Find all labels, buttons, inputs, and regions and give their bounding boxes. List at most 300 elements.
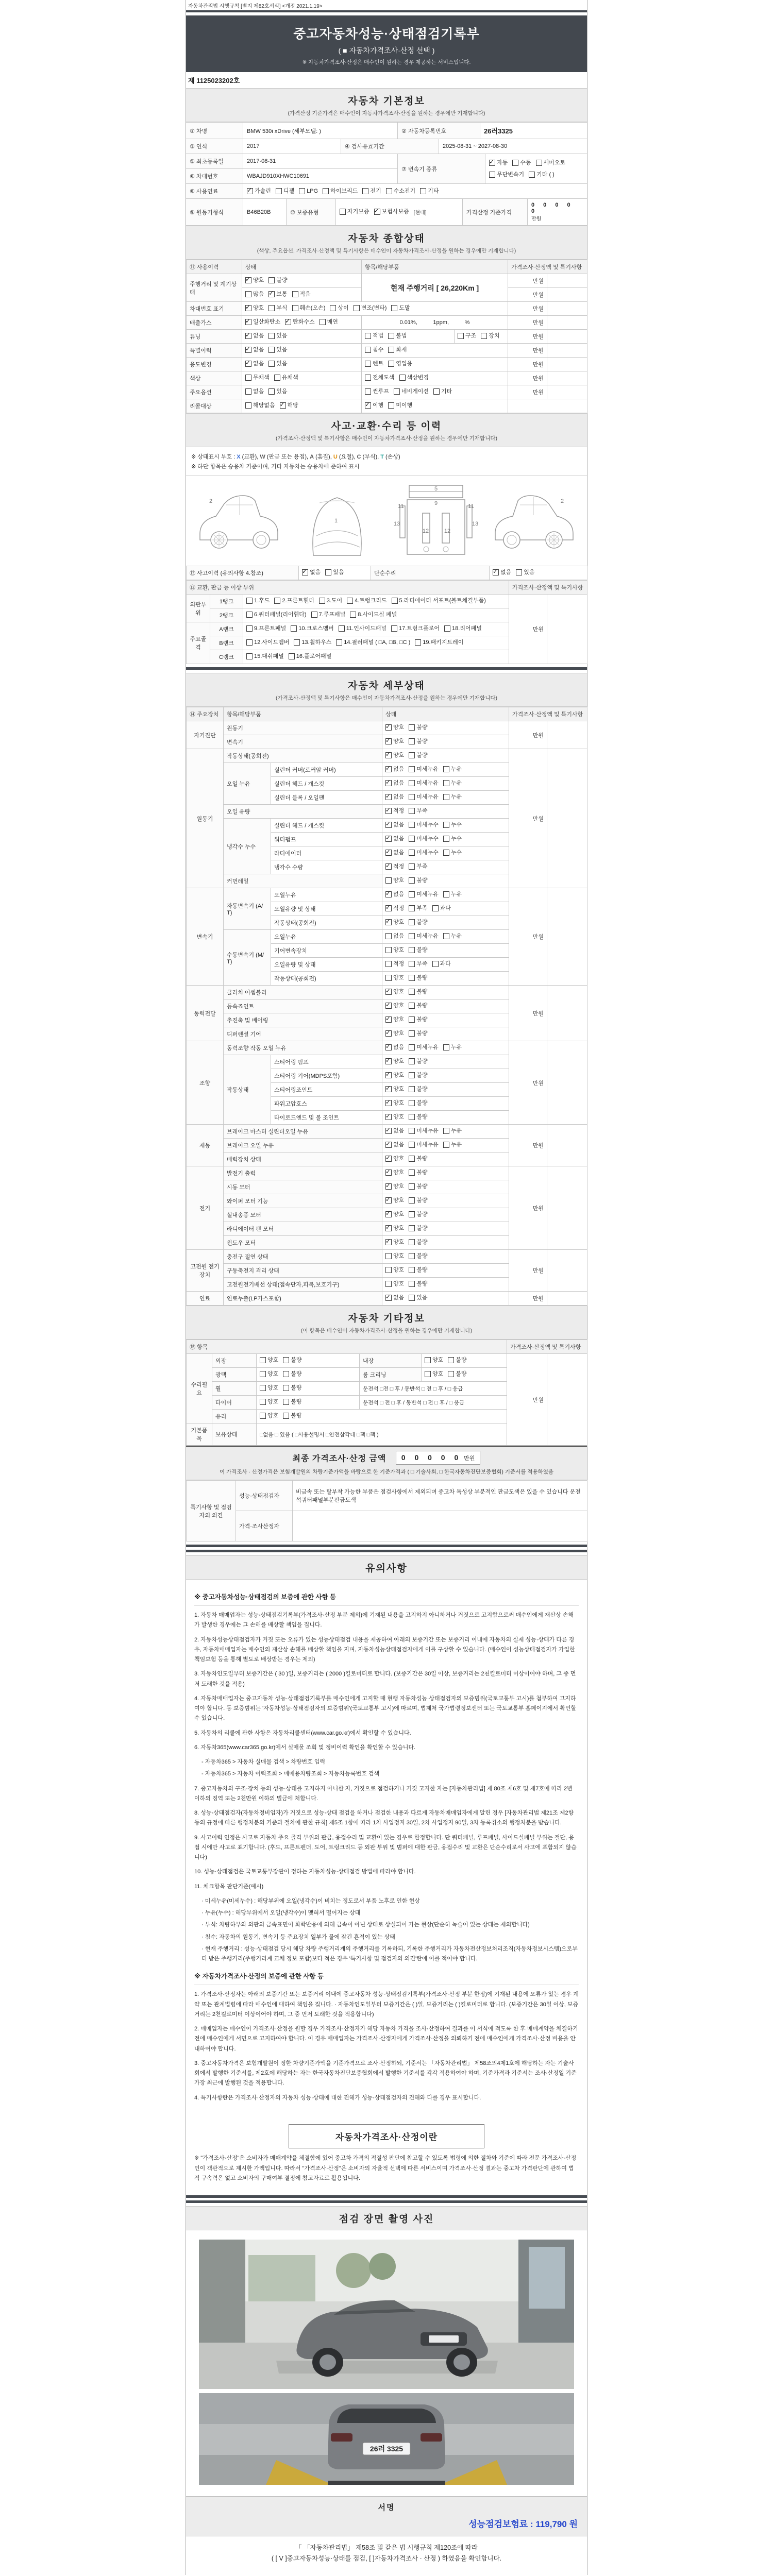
table-cell: 자동변속기 (A/T)	[224, 888, 271, 930]
checkbox-group-cell	[382, 777, 509, 791]
checkbox-icon	[292, 305, 298, 311]
checkbox-unchecked	[323, 188, 358, 195]
table-cell: 가격조사·산정액 및 특기사항	[509, 707, 587, 721]
table-cell: 연료누출(LP가스포함)	[224, 1292, 382, 1306]
checkbox-icon	[385, 933, 392, 939]
checkbox-unchecked	[409, 724, 427, 731]
table-cell: 동력전달	[187, 986, 224, 1041]
checkbox-label: 11.인사이드패널	[346, 625, 386, 632]
checkbox-group-cell	[243, 622, 509, 636]
table-cell: 만원	[508, 330, 547, 344]
checkbox-icon	[365, 388, 371, 395]
table-cell: 동력조향 작동 오일 누유	[224, 1041, 382, 1055]
table-cell: 만원	[509, 1125, 547, 1166]
checkbox-label: 양호	[267, 1413, 279, 1419]
checkbox-group-cell	[382, 972, 509, 986]
checkbox-unchecked	[458, 332, 476, 340]
checkbox-icon	[409, 752, 415, 758]
checkbox-unchecked	[246, 653, 284, 660]
checkbox-checked	[385, 1169, 404, 1176]
checkbox-icon	[245, 277, 251, 283]
checkbox-unchecked	[385, 974, 404, 981]
checkbox-group-cell	[242, 371, 362, 385]
checkbox-label: 불량	[416, 975, 428, 981]
checkbox-icon	[385, 877, 392, 884]
checkbox-unchecked	[443, 1127, 462, 1134]
table-cell	[547, 1125, 587, 1166]
first-reg-value: 2017-08-31	[243, 154, 395, 168]
checkbox-icon	[409, 850, 415, 856]
checkbox-unchecked	[409, 1072, 427, 1079]
checkbox-icon	[536, 160, 542, 166]
basic-info-table	[186, 122, 587, 226]
checkbox-label: 불량	[416, 1183, 428, 1190]
checkbox-group-cell	[242, 399, 362, 413]
table-cell: 만원	[509, 1041, 547, 1125]
inspector-opinion-table	[186, 1480, 587, 1541]
checkbox-label: 유채색	[281, 375, 298, 381]
checkbox-unchecked	[409, 1141, 439, 1148]
checkbox-checked	[385, 1197, 404, 1204]
checkbox-unchecked	[283, 1412, 301, 1419]
checkbox-unchecked	[409, 933, 439, 940]
checkbox-icon	[443, 891, 449, 897]
table-cell: 만원	[508, 288, 547, 302]
checkbox-label: 불량	[416, 1225, 428, 1231]
checkbox-group-cell	[490, 566, 587, 580]
section-caution	[186, 1555, 587, 1580]
table-cell: 실린더 커버(로커암 커버)	[271, 763, 382, 777]
checkbox-group-cell	[243, 650, 509, 664]
checkbox-icon	[260, 1413, 266, 1419]
checkbox-label: 양호	[267, 1357, 279, 1363]
checkbox-icon	[409, 1128, 415, 1134]
section-subtitle: (가격산정 기준가격은 매수인이 자동차가격조사·산정을 원하는 경우에만 기재합니다)	[288, 110, 485, 116]
table-cell: 단순수리	[371, 566, 490, 580]
caution-paragraph: · 미세누유(미세누수) : 해당부위에 오일(냉각수)이 비치는 정도로서 부품 노후로 인한 현상	[201, 1897, 420, 1904]
warranty-label: ⑩ 보증유형	[286, 199, 335, 225]
checkbox-label: 양호	[393, 1183, 405, 1190]
checkbox-label: 가솔린	[255, 188, 271, 194]
checkbox-icon	[365, 361, 371, 367]
document-title: 중고자동차성능·상태점검기록부	[293, 27, 480, 41]
checkbox-label: 불량	[416, 738, 428, 744]
checkbox-unchecked	[283, 1357, 301, 1364]
checkbox-label: LPG	[307, 188, 318, 194]
checkbox-label: 불량	[291, 1371, 302, 1377]
table-cell: 커먼레일	[224, 874, 382, 888]
checkbox-group-cell	[382, 1264, 509, 1278]
checkbox-group-cell	[382, 791, 509, 805]
checkbox-checked	[245, 346, 264, 353]
section-title: 자동차 세부상태	[348, 681, 425, 691]
checkbox-label: 미이행	[396, 402, 413, 409]
opinion-author-label: 성능·상태점검자	[236, 1481, 293, 1511]
checkbox-unchecked	[409, 1211, 427, 1218]
table-cell: 만원	[509, 888, 547, 986]
table-cell: 구동축전지 격리 상태	[224, 1264, 382, 1278]
table-cell: 현재 주행거리 [ 26,220Km ]	[362, 274, 508, 302]
checkbox-icon	[385, 738, 392, 744]
checkbox-icon	[443, 780, 449, 786]
status-code-meaning: (부식),	[361, 454, 381, 460]
checkbox-icon	[385, 989, 392, 995]
checkbox-unchecked	[448, 1357, 466, 1364]
checkbox-label: 누유	[450, 1128, 462, 1134]
checkbox-icon	[268, 347, 275, 353]
document-number: 제 1125023202호	[188, 77, 240, 84]
table-cell: 만원	[508, 274, 547, 288]
reg-no-value: 26러3325	[480, 123, 585, 139]
table-cell: C랭크	[210, 650, 243, 664]
checkbox-icon	[289, 653, 295, 659]
signature-band	[186, 2496, 587, 2536]
checkbox-unchecked	[443, 779, 462, 787]
section-detail-status	[186, 673, 587, 707]
checkbox-checked	[302, 569, 321, 576]
car-side-right-diagram	[488, 482, 581, 560]
final-price-unit: 만원	[464, 1455, 475, 1462]
checkbox-unchecked	[260, 1370, 278, 1378]
checkbox-unchecked	[311, 611, 346, 618]
table-cell	[547, 288, 587, 302]
checkbox-unchecked	[260, 1412, 278, 1419]
checkbox-icon	[385, 752, 392, 758]
checkbox-label: 미세누유	[416, 1044, 439, 1050]
section-title: 자동차 기본정보	[348, 96, 425, 107]
checkbox-group-cell	[382, 930, 509, 944]
checkbox-checked	[385, 738, 404, 745]
checkbox-icon	[385, 905, 392, 911]
checkbox-unchecked	[385, 877, 404, 884]
diagram-part-number: 13	[472, 521, 478, 527]
checkbox-icon	[443, 836, 449, 842]
checkbox-label: 불량	[416, 1114, 428, 1120]
checkbox-label: 양호	[393, 1072, 405, 1078]
checkbox-group-cell	[242, 288, 362, 302]
checkbox-unchecked	[268, 360, 287, 367]
checkbox-label: 이행	[373, 402, 384, 409]
checkbox-label: 불량	[456, 1371, 467, 1377]
checkbox-icon	[425, 1357, 431, 1363]
checkbox-label: 양호	[267, 1399, 279, 1405]
checkbox-label: 없음	[500, 569, 512, 575]
checkbox-checked	[385, 1099, 404, 1107]
table-cell: 작동상태(공회전)	[224, 749, 382, 763]
checkbox-icon	[245, 361, 251, 367]
checkbox-icon	[385, 1239, 392, 1245]
checkbox-icon	[443, 850, 449, 856]
checkbox-icon	[392, 598, 398, 604]
checkbox-icon	[385, 1086, 392, 1092]
checkbox-label: 미세누유	[416, 766, 439, 772]
checkbox-label: 없음	[253, 333, 264, 339]
status-code-meaning: (요철),	[337, 454, 357, 460]
detail-status-table	[186, 707, 587, 1306]
checkbox-checked	[385, 863, 404, 870]
checkbox-label: 있음	[524, 569, 535, 575]
checkbox-icon	[365, 347, 371, 353]
table-cell: 가격조사·산정액 및 특기사항	[509, 581, 587, 595]
caution-body	[186, 1580, 587, 2117]
checkbox-label: 불량	[416, 1267, 428, 1273]
checkbox-unchecked	[409, 779, 439, 787]
checkbox-icon	[444, 625, 450, 632]
checkbox-icon	[260, 1371, 266, 1377]
checkbox-icon	[245, 305, 251, 311]
section-title: 자동차 기타정보	[348, 1313, 425, 1324]
checkbox-label: 양호	[393, 1281, 405, 1287]
checkbox-label: 미세누유	[416, 1128, 439, 1134]
checkbox-group-cell	[242, 344, 362, 358]
diagram-part-number: 11	[468, 503, 474, 510]
checkbox-unchecked	[399, 374, 429, 381]
status-code-meaning: (흠집),	[314, 454, 333, 460]
checkbox-group-cell	[243, 608, 509, 622]
checkbox-unchecked	[292, 304, 326, 312]
checkbox-icon	[443, 1044, 449, 1050]
table-cell: 브레이크 마스터 실린더오일 누유	[224, 1125, 382, 1139]
checkbox-unchecked	[339, 625, 386, 632]
checkbox-label: 부식	[276, 305, 288, 311]
section-photos	[186, 2206, 587, 2230]
checkbox-unchecked	[340, 208, 369, 215]
top-rule	[186, 10, 587, 12]
checkbox-checked	[385, 1211, 404, 1218]
damage-rank-table	[186, 580, 587, 664]
table-cell	[547, 595, 587, 664]
warranty-checkboxes	[340, 208, 414, 216]
year-value: 2017	[243, 139, 341, 154]
table-cell: 브레이크 오일 누유	[224, 1139, 382, 1153]
checkbox-group-cell	[242, 358, 362, 371]
checkbox-label: 보험사보증	[381, 208, 409, 215]
caution-paragraph: 1. 가격조사·산정자는 아래의 보증기간 또는 보증거리 이내에 중고자동차 성능·상태점검기록부(가격조사·산정 부분 한정)에 기재된 내용에 오류가 있는 경우 계약 또는 관계법령에 따라 매수인에 대하여 책임을 집니다. · 자동차인도일부터 보증기간은 ( )일, 보증거리는 ( )킬로미터로 합니다. (보증기간은 30일 이상, 보증거리는 2천킬로미터 이상이어야 하며, 그 중 먼저 도래한 것을 적용합니다)	[194, 1991, 579, 2018]
checkbox-label: 미세누유	[416, 933, 439, 939]
transmission-options	[485, 154, 585, 183]
checkbox-label: 9.프론트패널	[254, 625, 287, 632]
checkbox-icon	[385, 1016, 392, 1023]
status-code-letter: X	[237, 454, 241, 460]
checkbox-icon	[354, 305, 360, 311]
checkbox-icon	[280, 402, 286, 409]
checkbox-icon	[443, 933, 449, 939]
table-cell: 만원	[509, 1292, 547, 1306]
caution-paragraph: 1. 자동차 매매업자는 성능·상태점검기록부(가격조사·산정 부분 제외)에 기재된 내용을 고지하지 아니하거나 거짓으로 고지함으로써 매수인에게 재산상 손해가 발생한 경우에는 그 손해를 배상할 책임을 집니다.	[194, 1612, 574, 1629]
checkbox-icon	[385, 1128, 392, 1134]
table-cell: 차대번호 표기	[187, 302, 242, 316]
checkbox-icon	[245, 333, 251, 339]
checkbox-label: 불법	[396, 333, 407, 339]
caution-paragraph: 10. 성능·상태점검은 국토교통부장관이 정하는 자동차성능·상태점검 방법에 따라야 합니다.	[194, 1869, 416, 1875]
opinion-text	[293, 1511, 587, 1541]
table-cell: 만원	[508, 344, 547, 358]
checkbox-group-cell	[382, 735, 509, 749]
caution-paragraph: 3. 자동차인도일부터 보증기간은 ( 30 )일, 보증거리는 ( 2000 )킬로미터로 합니다. (보증기간은 30일 이상, 보증거리는 2천킬로미터 이상이어야 하며, 그 중 먼저 도래한 것을 적용)	[194, 1671, 576, 1687]
checkbox-label: 양호	[393, 724, 405, 731]
table-cell: 디퍼렌셜 기어	[224, 1027, 382, 1041]
table-cell: 윈도우 모터	[224, 1236, 382, 1250]
checkbox-label: 누유	[450, 794, 462, 800]
table-cell: 만원	[508, 302, 547, 316]
final-price-digits: 0 0 0 0 0	[401, 1453, 462, 1462]
checkbox-checked	[385, 724, 404, 731]
table-cell: 시동 모터	[224, 1180, 382, 1194]
checkbox-icon	[432, 961, 439, 967]
checkbox-label: 화재	[396, 347, 407, 353]
table-cell	[508, 399, 587, 413]
checkbox-icon	[409, 905, 415, 911]
checkbox-label: 불량	[416, 947, 428, 953]
table-cell: 기본품목	[187, 1423, 212, 1446]
checkbox-label: 16.플로어패널	[296, 653, 332, 659]
table-cell	[547, 986, 587, 1041]
checkbox-checked	[385, 779, 404, 787]
section-accident-history	[186, 413, 587, 447]
table-cell	[547, 371, 587, 385]
checkbox-icon	[409, 877, 415, 884]
table-cell	[547, 1166, 587, 1250]
checkbox-icon	[260, 1385, 266, 1391]
checkbox-label: 적정	[393, 905, 405, 911]
checkbox-group-cell	[455, 330, 508, 344]
checkbox-unchecked	[274, 374, 298, 381]
checkbox-group-cell	[382, 763, 509, 777]
checkbox-group-cell	[257, 1354, 360, 1368]
table-cell: 항목/해당부품	[362, 260, 508, 274]
checkbox-label: 불량	[416, 1100, 428, 1106]
checkbox-unchecked	[350, 611, 397, 618]
opinion-author-label: 가격·조사산정자	[236, 1511, 293, 1541]
checkbox-unchecked	[319, 597, 342, 604]
checkbox-icon	[362, 188, 368, 194]
checkbox-unchecked	[409, 849, 439, 856]
checkbox-icon	[268, 361, 275, 367]
diagram-part-number: 2	[209, 498, 212, 504]
checkbox-label: 있음	[276, 388, 288, 395]
checkbox-checked	[385, 821, 404, 828]
table-cell: 오일 유량	[224, 805, 382, 819]
table-cell: 실린더 헤드 / 개스킷	[271, 777, 382, 791]
checkbox-checked	[245, 318, 280, 326]
checkbox-icon	[448, 1371, 454, 1377]
checkbox-label: 불량	[416, 1197, 428, 1204]
reg-no-label: ② 자동차등록번호	[397, 123, 480, 139]
checkbox-unchecked	[385, 1252, 404, 1260]
final-price-band	[186, 1446, 587, 1480]
vin-label: ⑥ 차대번호	[186, 169, 243, 183]
checkbox-icon	[385, 1003, 392, 1009]
checkbox-label: 기타	[428, 188, 439, 194]
checkbox-label: 미세누유	[416, 780, 439, 786]
checkbox-label: 양호	[393, 752, 405, 758]
checkbox-icon	[388, 361, 394, 367]
checkbox-group-cell	[362, 344, 508, 358]
checkbox-icon	[409, 975, 415, 981]
checkbox-group-cell	[382, 846, 509, 860]
checkbox-unchecked	[443, 835, 462, 842]
checkbox-unchecked	[245, 374, 270, 381]
checkbox-label: 5.라디에이터 서포트(볼트체결부품)	[399, 598, 486, 604]
checkbox-label: 적정	[393, 808, 405, 814]
checkbox-icon	[260, 1357, 266, 1363]
checkbox-label: 변조(변타)	[361, 305, 387, 311]
checkbox-label: 양호	[393, 1100, 405, 1106]
table-cell: 휠	[212, 1382, 257, 1396]
status-code-letter: A	[310, 454, 314, 460]
checkbox-label: 있음	[333, 569, 344, 575]
table-cell: A랭크	[210, 622, 243, 636]
checkbox-unchecked	[409, 919, 427, 926]
checkbox-group-cell	[382, 1208, 509, 1222]
checkbox-icon	[443, 822, 449, 828]
checkbox-unchecked	[268, 388, 287, 395]
table-cell	[547, 330, 587, 344]
checkbox-group-cell	[257, 1396, 360, 1410]
table-cell: 특별이력	[187, 344, 242, 358]
checkbox-group-cell	[362, 330, 455, 344]
checkbox-icon	[385, 919, 392, 925]
checkbox-label: 불량	[416, 724, 428, 731]
fuel-label: ⑧ 사용연료	[186, 184, 243, 198]
checkbox-group-cell	[382, 986, 509, 999]
checkbox-label: 해당	[287, 402, 298, 409]
checkbox-group-cell	[382, 888, 509, 902]
checkbox-group-cell	[382, 916, 509, 930]
final-price-value	[396, 1451, 481, 1465]
checkbox-unchecked	[283, 1384, 301, 1392]
table-cell: 운전석 □전 □ 후 / 동반석 □ 전 □ 후 / □ 응급	[360, 1382, 507, 1396]
caution-heading: ※ 자동차가격조사·산정의 보증에 관한 사항 등	[194, 1971, 579, 1985]
checkbox-group-cell	[257, 1410, 507, 1423]
checkbox-label: 양호	[393, 1239, 405, 1245]
checkbox-label: 양호	[393, 1114, 405, 1120]
code-line-prefix: ※ 상태표시 부호 :	[191, 454, 237, 460]
checkbox-icon	[385, 1211, 392, 1217]
transmission-label: ⑦ 변속기 종류	[397, 154, 485, 183]
checkbox-label: 무단변속기	[497, 171, 525, 178]
checkbox-checked	[385, 835, 404, 842]
checkbox-label: 없음	[393, 766, 405, 772]
checkbox-unchecked	[291, 625, 333, 632]
table-cell: 제동	[187, 1125, 224, 1166]
final-price-note: 이 가격조사 · 산정가격은 보험개발원의 차량기준가액을 바탕으로 한 기준가격과 ( □ 기술사회, □ 한국자동차진단보증협회) 기준서를 적용하였음	[220, 1469, 553, 1475]
table-cell	[547, 888, 587, 986]
checkbox-label: 양호	[267, 1385, 279, 1391]
document-note: ※ 자동차가격조사·산정은 매수인이 원하는 경우 제공하는 서비스입니다.	[302, 59, 471, 65]
table-cell: 항목/해당부품	[224, 707, 382, 721]
checkbox-icon	[319, 598, 325, 604]
checkbox-checked	[245, 332, 264, 340]
table-cell: 원동기	[224, 721, 382, 735]
checkbox-unchecked	[246, 597, 270, 604]
checkbox-label: 양호	[393, 1016, 405, 1023]
checkbox-label: 구조	[465, 333, 477, 339]
checkbox-icon	[512, 160, 518, 166]
checkbox-icon	[260, 1399, 266, 1405]
checkbox-group-cell	[382, 1097, 509, 1111]
checkbox-icon	[340, 209, 346, 215]
accident-summary-table	[186, 566, 587, 580]
checkbox-unchecked	[409, 1225, 427, 1232]
checkbox-label: 없음	[253, 361, 264, 367]
caution-paragraph: 4. 특기사항란은 가격조사·산정자의 자동차 성능·상태에 대한 견해가 성능·상태점검자의 견해와 다를 경우 표시합니다.	[194, 2094, 481, 2101]
table-cell: 만원	[508, 371, 547, 385]
checkbox-unchecked	[443, 933, 462, 940]
checkbox-label: 없음	[393, 780, 405, 786]
section-subtitle: (색상, 주요옵션, 가격조사·산정액 및 특기사항은 매수인이 자동차가격조사·산정을 원하는 경우에만 기재합니다)	[257, 248, 516, 254]
caution-paragraph: · 현재 주행거리 : 성능·상태점검 당시 해당 차량 주행거리계의 주행거리를 기록하되, 기록한 주행거리가 자동차전산정보처리조직(자동차정보시스템)으로부터 받은 주행거리(주행거리계 교체 정보 포함)보다 적은 경우 '특기사항 및 점검자의 의견'란에 이를 적어야 합니다.	[201, 1945, 578, 1962]
